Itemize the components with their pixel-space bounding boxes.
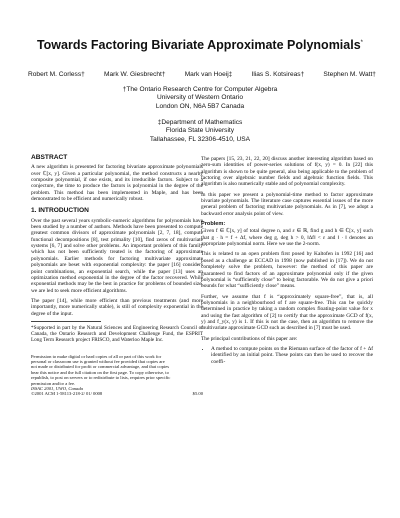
title-footnote-mark: * [360,39,364,46]
body-paragraph: Further, we assume that f is “approximately square-free”, that is, all polynomials in a neighbourhood of f are square-free. This can be quickly determined in practice by taking a random complex floating-point value for x and using the fast algorithm of [2] to certify that the approximate GCD of f(x, y) and f_y(x, y) is 1. If this is not the case, then an algorithm to remove the multivariate approximate GCD such as described in [7] must be used. [201,293,373,332]
affiliation-line: Tallahassee, FL 32306-4510, USA [149,135,251,143]
body-paragraph: The papers [15, 23, 21, 22, 20] discuss another interesting algorithm based on zero-sum identities of power-series solutions of f(x, y) = 0. In [22] this algorithm is shown to be quite general, also being applicable to the problem of factoring over algebraic number fields and algebraic function fields. This algorithm is also numerically stable and of polynomial complexity. [201,156,373,188]
permission-line: not made or distributed for profit or commercial advantage, and that copies [31,364,170,370]
list-item: • A method to compute points on the Riemann surface of the factor of f + Δf identified by an initial point. These points can then be used to recover the coeffi- [211,346,373,365]
body-paragraph: In this paper we present a polynomial-time method to factor approximate bivariate polynomials. The literature case captures essential issues of the more general problem of factoring multivariate polynomials. As in [7], we adopt a backward error analysis point of view. [201,191,373,217]
funding-footnote: *Supported in part by the Natural Sciences and Engineering Research Council of Canada, the Ontario Research and Development Challenge Fund, the ESPRIT Long Term Research project FRISCO, and Waterloo Maple Inc. [31,324,203,344]
permission-line: republish, to post on servers or to redistribute to lists, requires prior specific [31,375,171,381]
affiliation-line: †The Ontario Research Centre for Computer Algebra [122,86,278,93]
author: Robert M. Corless† [28,71,85,78]
affiliation-line: ‡Department of Mathematics [157,119,243,126]
permission-line: personal or classroom use is granted without fee provided that copies are [31,358,165,364]
author: Mark W. Giesbrecht† [103,71,166,78]
affiliation-ontario [0,86,400,111]
permission-line: Permission to make digital or hard copies of all or part of this work for [31,353,162,359]
author: Mark van Hoeij‡ [184,71,233,78]
title-text: Towards Factoring Bivariate Approximate Polynomials [36,38,361,52]
author: Ilias S. Kotsireas† [251,71,305,78]
intro-paragraph: Over the past several years symbolic-numeric algorithms for polynomials have been studied by a number of authors. Methods have been presented to compute greatest common divisors of approximate polynomials [2, 7, 18], compute functional decompositions [8], test primality [10], find zeros of multivariate systems [6, 7] and solve other problems. An important problem of this family which has not been sufficiently treated is the factoring of approximate polynomials. Earlier methods for factoring multivariate approximate polynomials are beset with exponential complexity: the paper [16] considers point combinations, an exponential search, while the paper [13] uses an optimization method exponential in the degree of the factor recovered. While exponential methods may be the best in practice for problems of bounded size, we are led to seek more efficient algorithms. [31,217,203,294]
abstract-text: A new algorithm is presented for factoring bivariate approximate polynomials over ℂ[x, y]. Given a particular polynomial, the method constructs a nearby composite polynomial, if one exists, and its irreducible factors. Subject to a conjecture, the time to produce the factors is polynomial in the degree of the problem. This method has been implemented in Maple, and has been demonstrated to be efficient and numerically robust. [31,164,203,203]
body-paragraph: The principal contributions of this paper are: [201,335,298,342]
permission-notice [31,354,203,397]
price-text: $5.00 [192,391,203,397]
conference-line: ISSAC 2001, UWO, Canada [31,385,83,391]
intro-paragraph: The paper [14], while more efficient than previous treatments (and more importantly, more numerically stable), is still of complexity exponential in the degree of the input. [31,297,203,317]
right-column [201,156,373,365]
body-paragraph: This is related to an open problem first posed by Kaltofen in 1992 [16] and posed as a challenge at ECCAD in 1998 (now published in [17]). We do not completely solve the problem, however: the method of this paper are guaranteed to find factors of an approximate polynomial only if the given polynomial is “sufficiently close” to being factorable. We do not give a priori bounds for what “sufficiently close” means. [201,251,373,290]
affiliation-line: University of Western Ontario [157,94,243,102]
author-list [28,71,376,78]
left-column [31,155,203,397]
affiliation-florida [0,119,400,144]
abstract-heading: ABSTRACT [31,154,68,161]
problem-statement: Given f ∈ ℂ[x, y] of total degree n, and ε ∈ ℝ, find g and h ∈ ℂ[x, y] such that g · h = f + Δf, where deg g, deg h > 0, ‖Δf‖ < ε and ‖ · ‖ denotes an appropriate polynomial norm. Here we use the 2-norm. [201,228,373,248]
author: Stephen M. Watt† [323,71,376,78]
copyright-line [31,391,203,396]
permission-line: permission and/or a fee. [31,380,76,386]
footnote-rule [31,321,101,322]
copyright-text: ©2001 ACM 1-58113-218-2/ 01/ 0008 [31,391,103,397]
introduction-heading: 1. INTRODUCTION [31,207,89,215]
problem-heading: Problem: [201,221,226,228]
paper-title [0,38,400,52]
contribution-list [201,346,373,365]
permission-line: bear this notice and the full citation on the first page. To copy otherwise, to [31,369,169,375]
affiliation-line: London ON, N6A 5B7 Canada [155,102,245,110]
affiliation-line: Florida State University [165,127,235,135]
